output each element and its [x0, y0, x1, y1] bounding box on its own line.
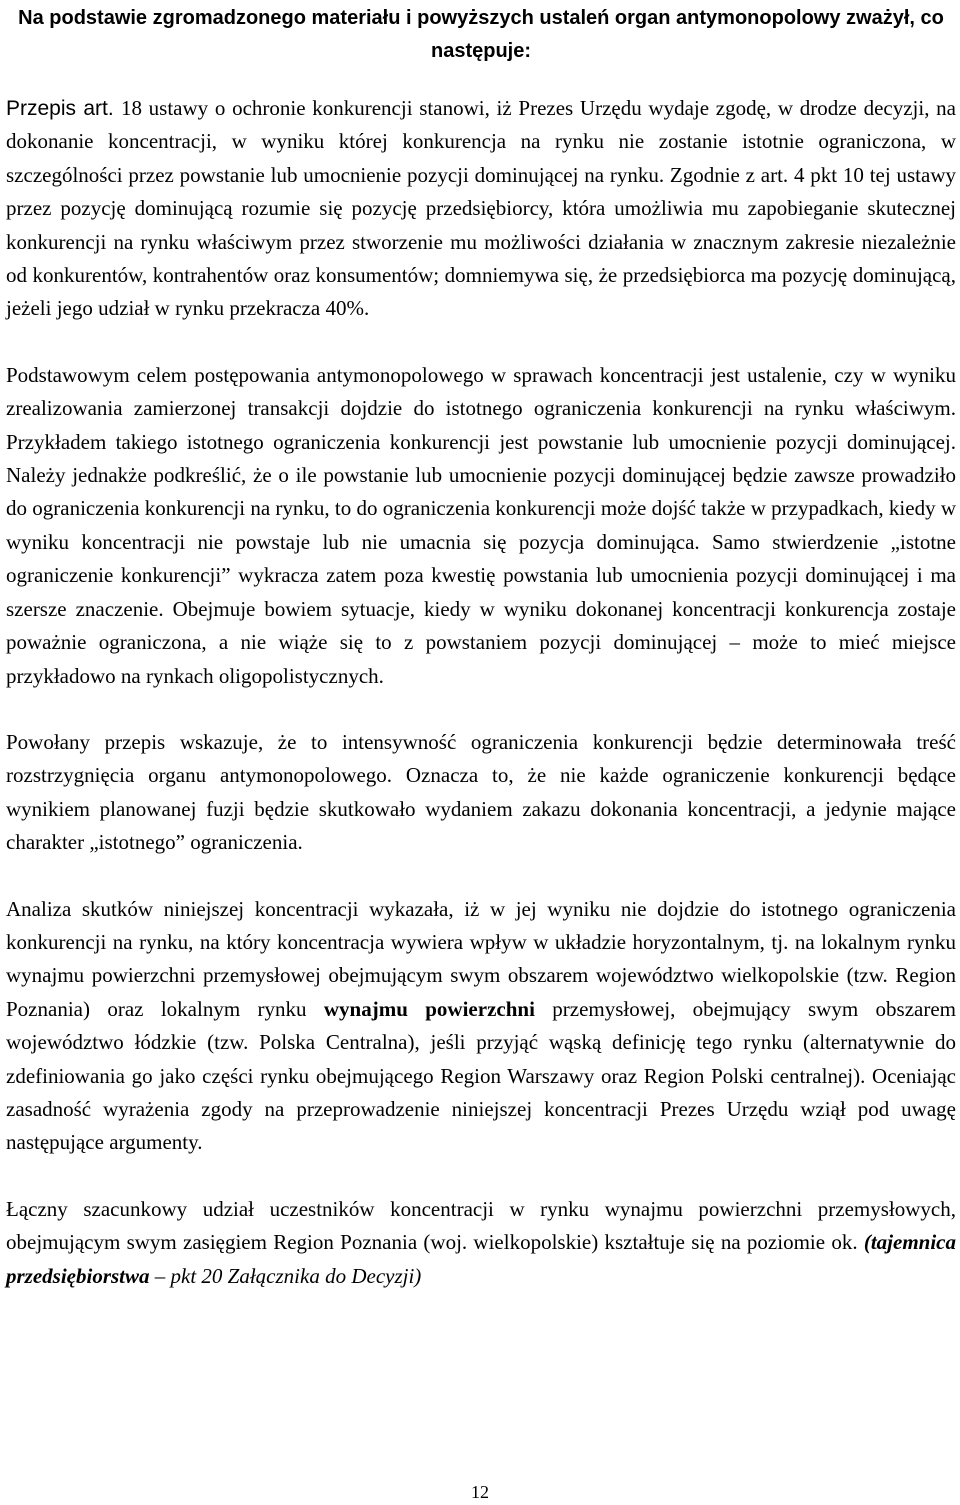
paragraph-1-body-continued: 4 pkt 10 tej ustawy przez pozycję dominującą rozumie się pozycję przedsiębiorcy, która umożliwia mu zapobieganie skutecznej konkurencji na rynku właściwym przez stworzenie mu możliwości działania w znacznym zakresie niezależnie od konkurentów, kontrahentów oraz konsumentów; domniemywa się, że przedsiębiorca ma pozycję dominującą, jeżeli jego udział w rynku przekracza 40%.	[6, 162, 956, 321]
paragraph-intensity: Powołany przepis wskazuje, że to intensywność ograniczenia konkurencji będzie determinowała treść rozstrzygnięcia organu antymonopolowego. Oznacza to, że nie każde ograniczenie konkurencji będące wynikiem planowanej fuzji będzie skutkowało wydaniem zakazu dokonania koncentracji, a jedynie mające charakter „istotnego” ograniczenia.	[6, 729, 956, 855]
paragraph-analysis	[6, 893, 956, 1160]
paragraph-5-text: Łączny szacunkowy udział uczestników koncentracji w rynku wynajmu powierzchni przemysłowych, obejmującym swym zasięgiem Region Poznania (woj. wielkopolskie) kształtuje się na poziomie ok.	[6, 1196, 956, 1255]
business-secret-note: (tajemnica przedsiębiorstwa	[6, 1230, 956, 1288]
paragraph-art-18	[6, 92, 956, 326]
paragraph-1-body: 18 ustawy o ochronie konkurencji stanowi, iż Prezes Urzędu wydaje zgodę, w drodze decyzji, na dokonanie koncentracji, w wyniku której konkurencja na rynku nie zostanie istotnie ograniczona, w szczególności przez powstanie lub umocnienie pozycji dominującej na rynku. Zgodnie z art.	[6, 96, 956, 187]
document-page	[6, 0, 956, 1505]
annex-reference: – pkt 20 Załącznika do Decyzji)	[149, 1263, 422, 1288]
section-heading: Na podstawie zgromadzonego materiału i powyższych ustaleń organ antymonopolowy zważył, co następuje:	[18, 7, 944, 62]
page-number: 12	[471, 1482, 489, 1502]
paragraph-1-lead: Przepis art.	[6, 97, 121, 120]
paragraph-market-share	[6, 1193, 956, 1293]
paragraph-4-part-1: Analiza skutków niniejszej koncentracji wykazała, iż w jej wyniku nie dojdzie do istotnego ograniczenia konkurencji na rynku, na który koncentracja wywiera wpływ w układzie horyzontalnym, tj. na lokalnym rynku wynajmu powierzchni przemysłowej obejmującym swym obszarem województwo wielkopolskie (tzw. Region Poznania) oraz lokalnym rynku	[6, 896, 956, 1021]
paragraph-purpose: Podstawowym celem postępowania antymonopolowego w sprawach koncentracji jest ustalenie, czy w wyniku zrealizowania zamierzonej transakcji dojdzie do istotnego ograniczenia konkurencji na rynku właściwym. Przykładem takiego istotnego ograniczenia konkurencji jest powstanie lub umocnienie pozycji dominującej. Należy jednakże podkreślić, że o ile powstanie lub umocnienie pozycji dominującej będzie zawsze prowadziło do ograniczenia konkurencji na rynku, to do ograniczenia konkurencji może dojść także w przypadkach, kiedy w wyniku koncentracji nie powstaje lub nie umacnia się pozycja dominująca. Samo stwierdzenie „istotne ograniczenie konkurencji” wykracza zatem poza kwestię powstania lub umocnienia pozycji dominującej i ma szersze znaczenie. Obejmuje bowiem sytuacje, kiedy w wyniku dokonanej koncentracji konkurencja zostaje poważnie ograniczona, a nie wiąże się to z powstaniem pozycji dominującej – może to mieć miejsce przykładowo na rynkach oligopolistycznych.	[6, 362, 956, 688]
paragraph-4-part-2: przemysłowej, obejmujący swym obszarem województwo łódzkie (tzw. Polska Centralna), jeśli przyjąć wąską definicję tego rynku (alternatywnie do zdefiniowania go jako części rynku obejmującego Region Warszawy oraz Region Polski centralnej). Oceniając zasadność wyrażenia zgody na przeprowadzenie niniejszej koncentracji Prezes Urzędu wziął pod uwagę następujące argumenty.	[6, 996, 956, 1155]
paragraph-4-bold-phrase: wynajmu powierzchni	[323, 996, 535, 1021]
